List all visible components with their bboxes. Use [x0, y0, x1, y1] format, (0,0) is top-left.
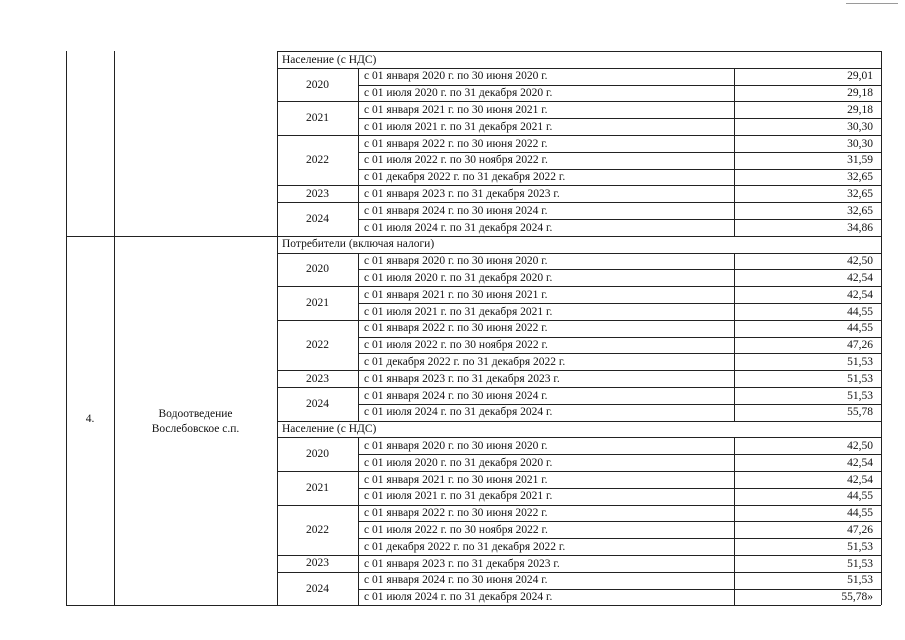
period-label: с 01 января 2022 г. по 30 июня 2022 г.: [364, 137, 548, 150]
period-label: с 01 июля 2020 г. по 31 декабря 2020 г.: [364, 456, 553, 469]
period-label: с 01 июля 2021 г. по 31 декабря 2021 г.: [364, 490, 553, 503]
year-column-rule: [358, 505, 359, 555]
value-column-rule: [734, 572, 735, 606]
year-column-rule: [358, 253, 359, 287]
tariff-value: 42,54: [847, 288, 873, 301]
period-label: с 01 января 2022 г. по 30 июня 2022 г.: [364, 507, 548, 520]
value-column-rule: [734, 185, 735, 202]
tariff-value: 42,54: [847, 271, 873, 284]
tariff-value: 51,53: [847, 540, 873, 553]
table-left-border: [66, 51, 67, 605]
tariff-value: 42,50: [847, 255, 873, 268]
period-label: с 01 июля 2024 г. по 31 декабря 2024 г.: [364, 406, 553, 419]
year-cell: 2023: [306, 557, 329, 570]
value-column-rule: [734, 387, 735, 421]
tariff-value: 51,53: [847, 389, 873, 402]
period-label: с 01 января 2023 г. по 31 декабря 2023 г.: [364, 372, 560, 385]
period-label: с 01 июля 2021 г. по 31 декабря 2021 г.: [364, 305, 553, 318]
period-label: с 01 декабря 2022 г. по 31 декабря 2022 г.: [364, 171, 566, 184]
year-cell: 2023: [306, 187, 329, 200]
year-column-rule: [358, 572, 359, 606]
year-column-rule: [358, 320, 359, 370]
period-label: с 01 января 2024 г. по 30 июня 2024 г.: [364, 574, 548, 587]
scan-mark: [846, 3, 898, 4]
year-column-rule: [358, 185, 359, 202]
tariff-value: 29,01: [847, 70, 873, 83]
tariff-value: 32,65: [847, 171, 873, 184]
tariff-value: 51,53: [847, 355, 873, 368]
value-column-rule: [734, 253, 735, 287]
number-column-rule: [114, 51, 115, 605]
period-label: с 01 января 2022 г. по 30 июня 2022 г.: [364, 322, 548, 335]
value-column-rule: [734, 437, 735, 471]
section-header: Население (с НДС): [282, 423, 377, 436]
year-column-rule: [358, 437, 359, 471]
year-cell: 2022: [306, 339, 329, 351]
table-right-border: [881, 51, 882, 605]
tariff-value: 42,54: [847, 456, 873, 469]
year-cell: 2024: [306, 582, 329, 595]
year-column-rule: [358, 101, 359, 135]
period-label: с 01 января 2021 г. по 30 июня 2021 г.: [364, 288, 548, 301]
period-label: с 01 января 2024 г. по 30 июня 2024 г.: [364, 204, 548, 217]
year-cell: 2021: [306, 112, 329, 125]
period-label: с 01 января 2020 г. по 30 июня 2020 г.: [364, 255, 548, 268]
tariff-value: 55,78: [847, 406, 873, 419]
service-name: [114, 407, 277, 437]
period-label: с 01 января 2021 г. по 30 июня 2021 г.: [364, 473, 548, 486]
tariff-value: 44,55: [847, 305, 873, 318]
tariff-value: 44,55: [847, 507, 873, 520]
year-column-rule: [358, 370, 359, 387]
period-label: с 01 июля 2020 г. по 31 декабря 2020 г.: [364, 271, 553, 284]
service-name-line2: Вослебовское с.п.: [151, 422, 240, 435]
year-cell: 2021: [306, 297, 329, 309]
tariff-value: 55,78»: [841, 591, 873, 604]
year-column-rule: [358, 68, 359, 102]
value-column-rule: [734, 370, 735, 387]
year-cell: 2022: [306, 154, 329, 167]
period-label: с 01 июля 2022 г. по 30 ноября 2022 г.: [364, 154, 548, 167]
period-label: с 01 января 2020 г. по 30 июня 2020 г.: [364, 439, 548, 452]
year-cell: 2024: [306, 213, 329, 225]
period-label: с 01 июля 2022 г. по 30 ноября 2022 г.: [364, 339, 548, 352]
year-cell: 2020: [306, 263, 329, 276]
tariff-value: 51,53: [847, 574, 873, 587]
year-cell: 2024: [306, 397, 329, 410]
tariff-value: 31,59: [847, 154, 873, 167]
tariff-value: 42,54: [847, 473, 873, 486]
tariff-value: 47,26: [847, 339, 873, 352]
year-column-rule: [358, 286, 359, 320]
year-column-rule: [358, 471, 359, 505]
value-column-rule: [734, 505, 735, 555]
table-bottom-rule: [66, 605, 881, 606]
value-column-rule: [734, 135, 735, 185]
value-column-rule: [734, 555, 735, 572]
tariff-value: 30,30: [847, 120, 873, 133]
year-cell: 2020: [306, 448, 329, 461]
value-column-rule: [734, 202, 735, 236]
tariff-value: 47,26: [847, 523, 873, 536]
period-label: с 01 января 2021 г. по 30 июня 2021 г.: [364, 103, 548, 116]
value-column-rule: [734, 68, 735, 102]
tariff-value: 29,18: [847, 103, 873, 116]
year-cell: 2020: [306, 78, 329, 91]
period-label: с 01 января 2023 г. по 31 декабря 2023 г.: [364, 187, 560, 200]
service-column-rule: [277, 51, 278, 605]
period-label: с 01 декабря 2022 г. по 31 декабря 2022 г.: [364, 540, 566, 553]
tariff-value: 32,65: [847, 204, 873, 217]
row-number: 4.: [85, 412, 95, 425]
service-name-line1: Водоотведение: [158, 407, 233, 420]
tariff-value: 32,65: [847, 187, 873, 200]
tariff-value: 44,55: [847, 490, 873, 503]
period-label: с 01 июля 2024 г. по 31 декабря 2024 г.: [364, 221, 553, 234]
value-column-rule: [734, 101, 735, 135]
tariff-value: 51,53: [847, 372, 873, 385]
period-label: с 01 июля 2022 г. по 30 ноября 2022 г.: [364, 523, 548, 536]
period-label: с 01 января 2023 г. по 31 декабря 2023 г.: [364, 557, 560, 570]
year-cell: 2021: [306, 481, 329, 494]
tariff-value: 30,30: [847, 137, 873, 150]
value-column-rule: [734, 471, 735, 505]
tariff-value: 42,50: [847, 439, 873, 452]
year-cell: 2022: [306, 523, 329, 536]
period-label: с 01 января 2020 г. по 30 июня 2020 г.: [364, 70, 548, 83]
year-cell: 2023: [306, 372, 329, 385]
tariff-value: 29,18: [847, 87, 873, 100]
period-label: с 01 января 2024 г. по 30 июня 2024 г.: [364, 389, 548, 402]
year-column-rule: [358, 387, 359, 421]
period-label: с 01 июля 2021 г. по 31 декабря 2021 г.: [364, 120, 553, 133]
tariff-value: 34,86: [847, 221, 873, 234]
period-label: с 01 декабря 2022 г. по 31 декабря 2022 г.: [364, 355, 566, 368]
value-column-rule: [734, 320, 735, 370]
period-label: с 01 июля 2020 г. по 31 декабря 2020 г.: [364, 87, 553, 100]
section-header: Население (с НДС): [282, 53, 377, 66]
tariff-value: 51,53: [847, 557, 873, 570]
year-column-rule: [358, 202, 359, 236]
period-label: с 01 июля 2024 г. по 31 декабря 2024 г.: [364, 591, 553, 604]
tariff-value: 44,55: [847, 322, 873, 335]
year-column-rule: [358, 135, 359, 185]
section-header: Потребители (включая налоги): [282, 238, 435, 251]
value-column-rule: [734, 286, 735, 320]
year-column-rule: [358, 555, 359, 572]
